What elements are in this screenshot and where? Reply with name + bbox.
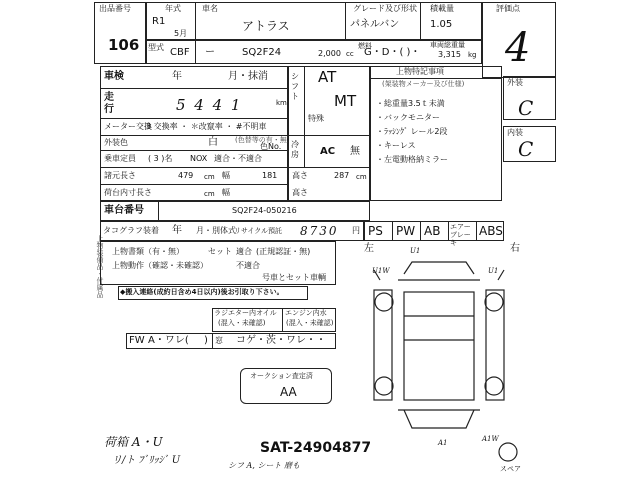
handwritten-note-3: シフ A, シート 磨も — [228, 461, 300, 470]
length-label: 諸元長さ — [104, 171, 136, 180]
length-unit: cm — [204, 173, 215, 181]
set-no-label: 号車とセット車輌 — [262, 273, 326, 282]
feature-5: ・左電動格納ミラー — [376, 155, 448, 164]
fit-detail: (正規認証・無) — [256, 247, 311, 256]
shift-label: シフト — [291, 72, 299, 101]
mileage-unit: km — [276, 99, 287, 107]
fw-close: ) — [204, 335, 208, 346]
window-label: 窓 — [215, 336, 223, 345]
grade-value: パネルバン — [350, 19, 400, 30]
width-label: 幅 — [222, 171, 230, 180]
mileage-digits: 5 4 4 1 — [176, 96, 243, 114]
exterior-color: 白 — [208, 137, 218, 148]
feature-4: ・キーレス — [376, 141, 416, 150]
aircon-none: 無 — [350, 146, 360, 157]
model-dash: ー — [205, 47, 215, 58]
auction-stamp-line2: AA — [280, 385, 297, 399]
interior-grade: C — [518, 137, 534, 161]
shift-mt: MT — [334, 92, 357, 110]
recycle-unit: 円 — [352, 226, 360, 235]
meter-options: 3 交換率 ・ ＊改竄率 ・ #不明車 — [146, 122, 267, 131]
cargo-width-label: 幅 — [222, 188, 230, 197]
radiator-label: ラジエター内オイル — [214, 309, 277, 317]
diagram-left-mark: 左 — [364, 243, 374, 254]
era-value: R1 — [152, 16, 166, 27]
special-label: 特殊 — [308, 114, 324, 123]
shaken-month: 月・抹消 — [228, 71, 268, 82]
handwritten-note-2: リ/ト ﾌﾞﾘｯｼﾞ U — [112, 455, 181, 466]
engine-water-label: エンジン内水 — [285, 309, 327, 317]
features-title: 上物特記事項 — [396, 67, 444, 76]
width-value: 181 — [262, 171, 278, 180]
model-label: 型式 — [148, 43, 164, 52]
exterior-color-label: 外装色 — [104, 138, 128, 147]
tacho-year: 年 — [172, 225, 182, 236]
fuel-label: 燃料 — [358, 42, 372, 50]
exhibit-no-label: 出品番号 — [99, 4, 131, 13]
diagram-note-4: A1W — [482, 435, 499, 443]
diagram-note-3: U1 — [410, 247, 421, 255]
mileage-label: 走行 — [104, 92, 114, 115]
equip-air-brake: エアーブレーキ — [450, 223, 471, 247]
engine-water-opts: (混入・未確認) — [286, 319, 334, 327]
equip-ps: PS — [368, 224, 383, 238]
car-name-label: 車名 — [202, 4, 218, 13]
fw-value: A・ワレ( — [148, 335, 189, 346]
color-no: 色No. — [260, 142, 282, 151]
window-value: コゲ・茨・ワレ・ — [236, 335, 316, 346]
shift-at: AT — [318, 68, 337, 86]
displacement-unit: cc — [346, 50, 354, 58]
exterior-grade: C — [518, 96, 534, 120]
handwritten-note-1: 荷箱 A・U — [104, 435, 163, 449]
nox-label: NOX — [190, 154, 208, 163]
height-value: 287 — [334, 171, 350, 180]
diagram-note-1: U1W — [372, 267, 390, 275]
year-label: 年式 — [165, 4, 181, 13]
op-label: 上物動作（確認・未確認） — [112, 261, 208, 270]
docs-label: 上物書類（有・無） — [112, 247, 184, 256]
total-weight-unit: kg — [468, 51, 477, 59]
length-value: 479 — [178, 171, 194, 180]
aircon-label: 冷房 — [291, 140, 299, 159]
fuel-marks: G・D・( )・ — [364, 47, 421, 58]
diagram-note-6: A1 — [438, 439, 448, 447]
meter-label: メーター交換 — [104, 122, 152, 131]
car-name: アトラス — [242, 19, 290, 33]
watermark-text: SAT-24904877 — [260, 440, 372, 456]
set-label: セット — [208, 247, 232, 256]
capacity-label: 積載量 — [430, 4, 454, 13]
window-close: ・ — [316, 335, 326, 346]
shaken-label: 車検 — [104, 71, 124, 82]
fit-label: 適合 — [236, 247, 252, 256]
feature-3: ・ﾗｯｼﾝｸﾞ レール2段 — [376, 127, 448, 136]
cargo-length-unit: cm — [204, 190, 215, 198]
equip-abs: ABS — [479, 224, 503, 238]
equip-ab: AB — [424, 224, 441, 238]
tacho-month: 月・別体式 — [196, 226, 236, 235]
chassis-no: SQ2F24-050216 — [232, 206, 297, 215]
aircon-ac: AC — [320, 146, 336, 157]
shaken-year: 年 — [172, 71, 182, 82]
exhibit-no: 106 — [108, 36, 140, 54]
feature-1: ・総重量3.5ｔ未満 — [376, 99, 445, 108]
feature-2: ・バックモニター — [376, 113, 440, 122]
equip-pw: PW — [396, 224, 416, 238]
diagram-right-mark: 右 — [510, 243, 520, 254]
height-label: 高さ — [292, 171, 308, 180]
recycle-label: リサイクル預託 — [234, 227, 283, 235]
spare-label: スペア — [500, 465, 521, 473]
chassis-label: 車台番号 — [104, 205, 144, 216]
month-value: 5月 — [174, 29, 188, 38]
eval-score: 4 — [505, 25, 531, 71]
fw-label: FW — [129, 335, 145, 346]
seating-label: 乗車定員 — [104, 154, 136, 163]
model-code: SQ2F24 — [242, 47, 282, 58]
color-change-label: (色替等の有・無) — [235, 136, 290, 144]
auction-stamp-line1: オークション査定済 — [250, 372, 313, 380]
displacement-value: 2,000 — [318, 49, 341, 58]
capacity-value: 1.05 — [430, 19, 453, 30]
side-vertical-text: 上物装備品・付属品 — [96, 235, 104, 298]
nox-value: 適合・不適合 — [214, 154, 262, 163]
weight-label: 車両総重量 — [430, 41, 465, 49]
total-weight: 3,315 — [438, 50, 461, 59]
cargo-length-label: 荷台内寸長さ — [104, 188, 152, 197]
seating-value: ( 3 )名 — [148, 154, 173, 163]
interior-grade-label: 内装 — [507, 128, 523, 137]
radiator-opts: (混入・未確認) — [218, 319, 266, 327]
diagram-note-2: U1 — [488, 267, 499, 275]
features-subtitle: (架装物メーカー及び仕様) — [382, 80, 465, 88]
eval-label: 評価点 — [496, 4, 520, 13]
recycle-value: 8730 — [300, 224, 339, 238]
cargo-height-label: 高さ — [292, 188, 308, 197]
exterior-grade-label: 外装 — [507, 78, 523, 87]
model-prefix: CBF — [170, 47, 190, 58]
unfit-label: 不適合 — [236, 261, 260, 270]
grade-label: グレード及び形状 — [353, 4, 417, 13]
notice-text: ◆搬入連絡(成約日含め4日以内)後お引取り下さい。 — [120, 288, 284, 296]
height-unit: cm — [356, 173, 367, 181]
tacho-label: タコグラフ装着 — [103, 226, 159, 235]
